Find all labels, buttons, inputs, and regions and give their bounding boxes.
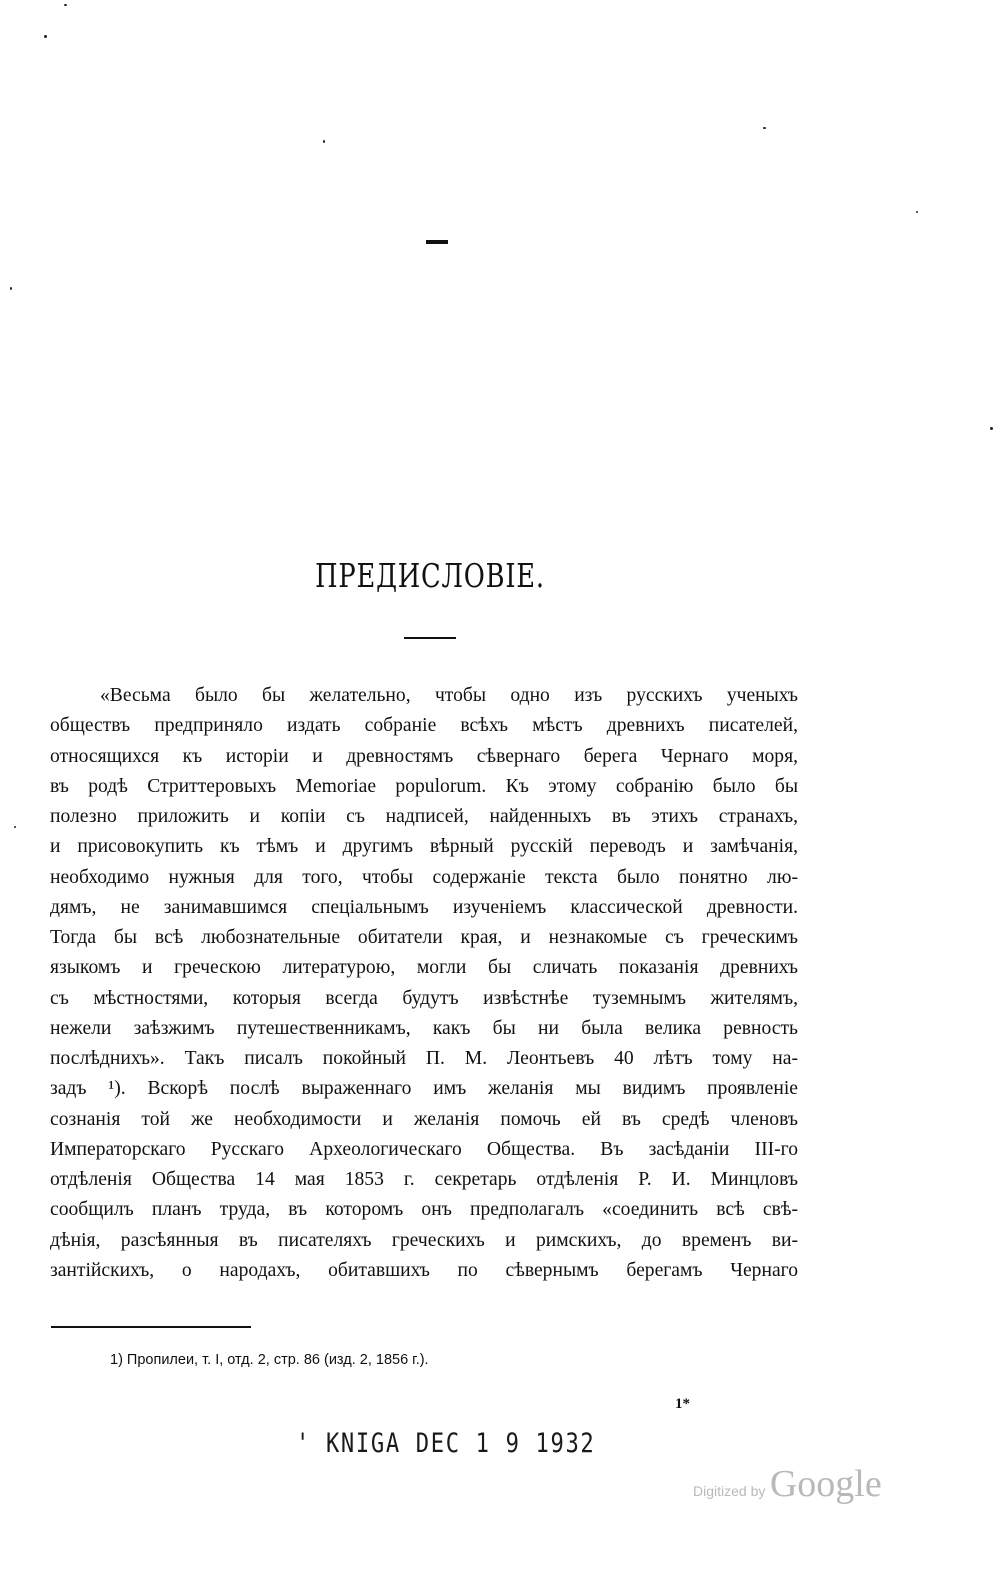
footnote-separator (51, 1326, 251, 1328)
signature-mark: 1* (675, 1396, 690, 1412)
library-stamp: ' KNIGA DEC 1 9 1932 (296, 1428, 596, 1459)
text-line: языкомъ и греческою литературою, могли бы сличать показанія древнихъ (50, 957, 798, 979)
ornamental-dash (426, 240, 448, 244)
google-watermark (693, 1462, 882, 1506)
preface-paragraph (50, 681, 798, 1286)
text-line: задъ ¹). Вскорѣ послѣ выраженнаго имъ желанія мы видимъ проявленіе (50, 1078, 798, 1100)
text-line: нежели заѣзжимъ путешественникамъ, какъ бы ни была велика ревность (50, 1017, 798, 1039)
page-title: ПРЕДИСЛОВІЕ. (315, 556, 545, 595)
scan-speck (44, 35, 47, 38)
title-underline (404, 637, 456, 639)
watermark-prefix: Digitized by (693, 1483, 766, 1499)
scan-speck (10, 287, 12, 290)
text-line: отдѣленія Общества 14 мая 1853 г. секретарь отдѣленія Р. И. Минцловъ (50, 1169, 798, 1190)
google-logo: Google (769, 1463, 882, 1505)
text-line: послѣднихъ». Такъ писалъ покойный П. М. Леонтьевъ 40 лѣтъ тому на- (50, 1048, 798, 1069)
scan-speck (323, 140, 325, 143)
scan-speck (990, 427, 993, 430)
text-line: необходимо нужныя для того, чтобы содержаніе текста было понятно лю- (50, 866, 798, 888)
text-line: сообщилъ планъ труда, въ которомъ онъ предполагалъ «соединить всѣ свѣ- (50, 1199, 798, 1221)
text-line: зантійскихъ, о народахъ, обитавшихъ по сѣвернымъ берегамъ Чернаго (50, 1259, 798, 1281)
text-line: и присовокупить къ тѣмъ и другимъ вѣрный русскій переводъ и замѣчанія, (50, 836, 798, 858)
text-line: полезно приложить и копіи съ надписей, найденныхъ въ этихъ странахъ, (50, 806, 798, 827)
text-line: дямъ, не занимавшимся спеціальнымъ изученіемъ классической древности. (50, 896, 798, 918)
scan-speck (763, 127, 766, 129)
scan-speck (64, 4, 67, 6)
text-line: «Весьма было бы желательно, чтобы одно изъ русскихъ ученыхъ (100, 685, 798, 706)
scan-speck (14, 826, 16, 828)
scan-speck (916, 211, 918, 213)
text-line: относящихся къ исторіи и древностямъ сѣвернаго берега Чернаго моря, (50, 745, 798, 767)
text-line: Императорскаго Русскаго Археологическаго Общества. Въ засѣданіи III-го (50, 1138, 798, 1160)
text-line: сознанія той же необходимости и желанія помочь ей въ средѣ членовъ (50, 1108, 798, 1130)
text-line: съ мѣстностями, которыя всегда будутъ извѣстнѣе туземнымъ жителямъ, (50, 987, 798, 1009)
footnote: 1) Пропилеи, т. I, отд. 2, стр. 86 (изд. 2, 1856 г.). (110, 1352, 429, 1368)
text-line: дѣнія, разсѣянныя въ писателяхъ греческихъ и римскихъ, до временъ ви- (50, 1229, 798, 1251)
text-line: Тогда бы всѣ любознательные обитатели края, и незнакомые съ греческимъ (50, 927, 798, 948)
text-line: въ родѣ Стриттеровыхъ Memoriae populorum. Къ этому собранію было бы (50, 775, 798, 797)
text-line: обществъ предприняло издать собраніе всѣхъ мѣстъ древнихъ писателей, (50, 715, 798, 737)
